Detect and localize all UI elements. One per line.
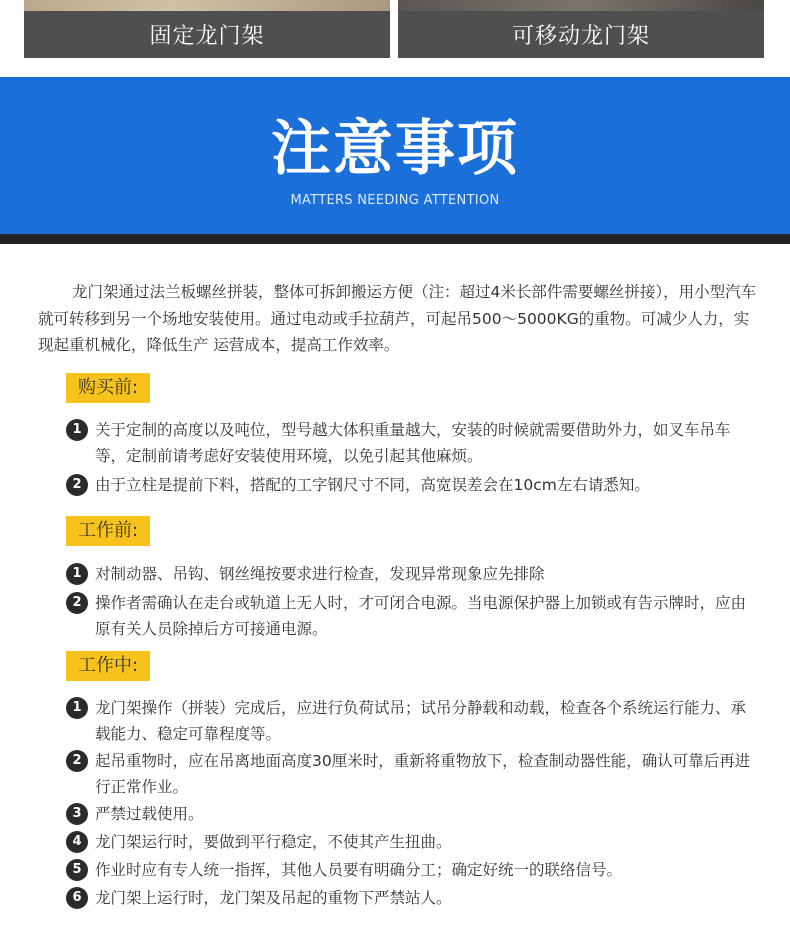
intro-paragraph: 龙门架通过法兰板螺丝拼装，整体可拆卸搬运方便（注：超过4米长部件需要螺丝拼接），用小型汽车就可转移到另一个场地安装使用。通过电动或手拉葫芦，可起吊500～5000KG的重物。可减少人力，实现起重机械化，降低生产 运营成本，提高工作效率。 bbox=[38, 283, 757, 354]
fixed-gantry-card bbox=[24, 0, 390, 58]
list-item-text: 严禁过载使用。 bbox=[95, 805, 204, 823]
section-label-before-purchase: 购买前: bbox=[66, 373, 150, 403]
number-badge: 2 bbox=[66, 750, 88, 772]
fixed-gantry-photo bbox=[24, 0, 390, 11]
banner-title: 注意事项 bbox=[271, 114, 519, 184]
movable-gantry-caption: 可移动龙门架 bbox=[511, 24, 650, 49]
number-badge: 2 bbox=[66, 474, 88, 496]
list-item-text: 由于立柱是提前下料，搭配的工字钢尺寸不同，高宽误差会在10cm左右请悉知。 bbox=[95, 476, 650, 494]
number-badge: 5 bbox=[66, 859, 88, 881]
list-item bbox=[66, 857, 756, 883]
number-badge: 1 bbox=[66, 697, 88, 719]
list-item bbox=[66, 561, 756, 587]
list-item bbox=[66, 829, 756, 855]
list-item-text: 操作者需确认在走台或轨道上无人时，才可闭合电源。当电源保护器上加锁或有告示牌时，应由原有关人员除掉后方可接通电源。 bbox=[95, 594, 747, 638]
list-item-text: 龙门架上运行时，龙门架及吊起的重物下严禁站人。 bbox=[95, 889, 452, 907]
movable-gantry-photo bbox=[398, 0, 764, 11]
top-photo-strip bbox=[0, 0, 790, 77]
list-item-text: 起吊重物时，应在吊离地面高度30厘米时，重新将重物放下，检查制动器性能，确认可靠后再进行正常作业。 bbox=[95, 752, 751, 796]
list-item-text: 龙门架运行时，要做到平行稳定，不使其产生扭曲。 bbox=[95, 833, 452, 851]
list-item-text: 作业时应有专人统一指挥，其他人员要有明确分工；确定好统一的联络信号。 bbox=[95, 861, 623, 879]
number-badge: 1 bbox=[66, 563, 88, 585]
notice-banner bbox=[0, 77, 790, 234]
list-item-text: 龙门架操作（拼装）完成后，应进行负荷试吊；试吊分静载和动载，检查各个系统运行能力、承载能力、稳定可靠程度等。 bbox=[95, 699, 747, 743]
number-badge: 2 bbox=[66, 592, 88, 614]
list-item bbox=[66, 748, 756, 800]
number-badge: 3 bbox=[66, 803, 88, 825]
list-item bbox=[66, 801, 756, 827]
list-item bbox=[66, 590, 756, 642]
number-badge: 1 bbox=[66, 419, 88, 441]
movable-gantry-card bbox=[398, 0, 764, 58]
list-item bbox=[66, 417, 756, 469]
list-item bbox=[66, 695, 756, 747]
list-item bbox=[66, 885, 756, 911]
list-item bbox=[66, 472, 756, 498]
section-label-during-work: 工作中: bbox=[66, 651, 150, 681]
list-item-text: 对制动器、吊钩、钢丝绳按要求进行检查，发现异常现象应先排除 bbox=[95, 565, 545, 583]
list-item-text: 关于定制的高度以及吨位，型号越大体积重量越大，安装的时候就需要借助外力，如叉车吊车等，定制前请考虑好安装使用环境，以免引起其他麻烦。 bbox=[95, 421, 731, 465]
number-badge: 4 bbox=[66, 831, 88, 853]
banner-subtitle: MATTERS NEEDING ATTENTION bbox=[290, 193, 500, 208]
number-badge: 6 bbox=[66, 887, 88, 909]
fixed-gantry-caption: 固定龙门架 bbox=[149, 24, 265, 49]
banner-divider bbox=[0, 234, 790, 244]
section-label-before-work: 工作前: bbox=[66, 516, 150, 546]
